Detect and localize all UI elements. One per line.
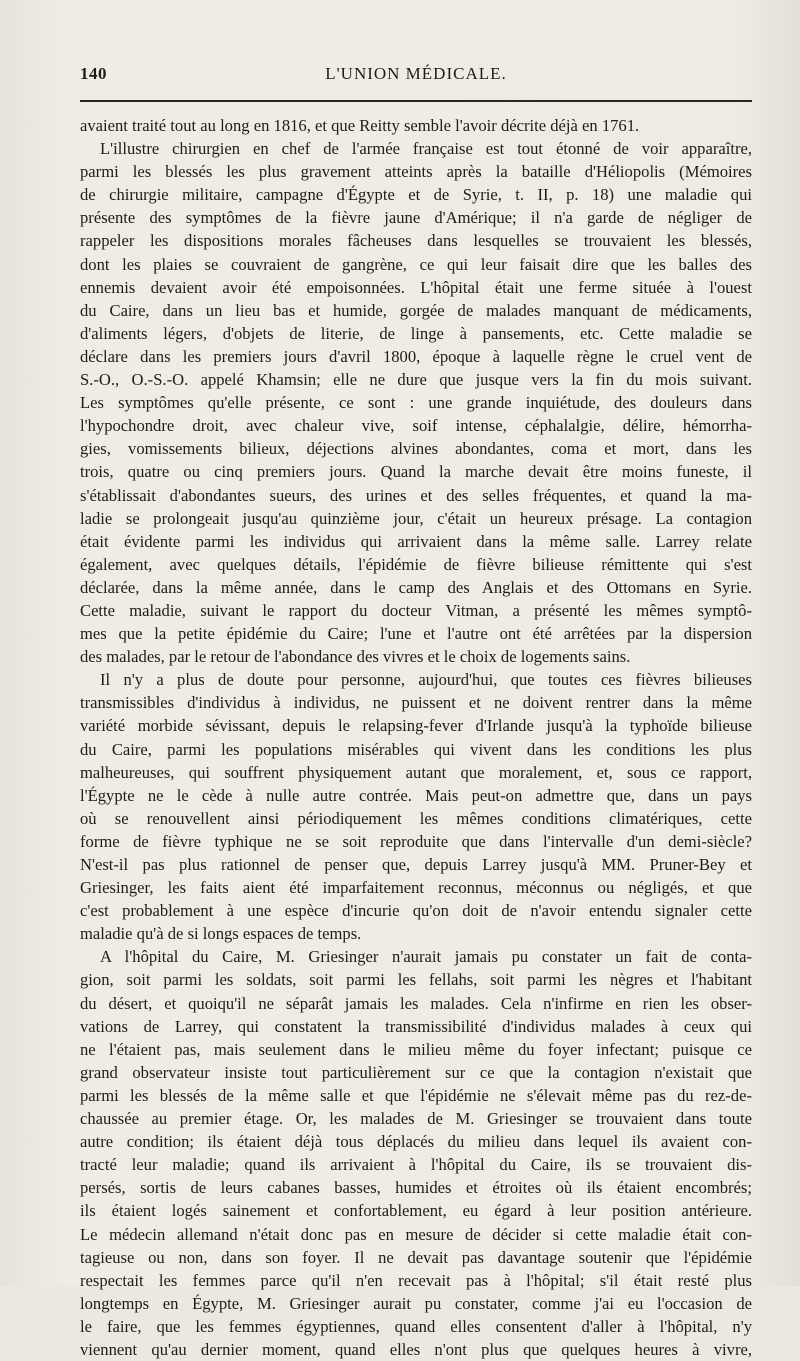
text-line: transmissibles d'individus à individus, ne puissent et ne doivent rentrer dans la même [80, 693, 752, 713]
text-line: déclare dans les premiers jours d'avril 1800, époque à laquelle règne le cruel vent de [80, 346, 752, 366]
text-line: parmi les blessés de la même salle et que l'épidémie ne s'élevait même pas du rez-de- [80, 1085, 752, 1105]
text-line: chaussée au premier étage. Or, les malades de M. Griesinger se trouvaient dans toute [80, 1109, 752, 1129]
text-line: de chirurgie militaire, campagne d'Égypte et de Syrie, t. II, p. 18) une maladie qui [80, 185, 752, 205]
text-line: trois, quatre ou cinq premiers jours. Quand la marche devait être moins funeste, il [80, 462, 752, 482]
text-line: l'Égypte ne le cède à nulle autre contrée. Mais peut-on admettre que, dans un pays [80, 785, 752, 805]
paragraph [80, 945, 752, 1361]
text-line: s'établissait d'abondantes sueurs, des urines et des selles fréquentes, et quand la ma- [80, 485, 752, 505]
text-line: des malades, par le retour de l'abondance des vivres et le choix de logements sains. [80, 647, 631, 667]
text-line: ne l'étaient pas, mais seulement dans le milieu même du foyer infectant; puisque ce [80, 1039, 752, 1059]
text-line: du Caire, parmi les populations misérables qui vivent dans les conditions les plus [80, 739, 752, 759]
text-line: tagieuse ou non, dans son foyer. Il ne devait pas davantage soutenir que l'épidémie [80, 1247, 752, 1267]
text-line: c'est probablement à une espèce d'incurie qu'on doit de n'avoir entendu signaler cette [80, 901, 752, 921]
body-text [80, 114, 752, 1361]
paragraph [80, 114, 752, 137]
text-line: forme de fièvre typhique ne se soit reproduite que dans l'intervalle d'un demi-siècle? [80, 831, 752, 851]
text-line: ils étaient logés sainement et confortablement, eu égard à leur position antérieure. [80, 1201, 752, 1221]
text-line: déclarée, dans la même année, dans le camp des Anglais et des Ottomans en Syrie. [80, 577, 752, 597]
text-line: persés, sortis de leurs cabanes basses, humides et étroites où ils étaient encombrés; [80, 1178, 752, 1198]
text-line: gion, soit parmi les soldats, soit parmi les fellahs, soit parmi les nègres et l'habitant [80, 970, 752, 990]
text-line: Les symptômes qu'elle présente, ce sont : une grande inquiétude, des douleurs dans [80, 393, 752, 413]
text-line: ladie se prolongeait jusqu'au quinzième jour, c'était un heureux présage. La contagion [80, 508, 752, 528]
text-line: du Caire, dans un lieu bas et humide, gorgée de malades manquant de médicaments, [80, 300, 752, 320]
text-line: où se renouvellent ainsi périodiquement les mêmes conditions climatériques, cette [80, 808, 752, 828]
text-line: d'aliments légers, d'objets de literie, de linge à pansements, etc. Cette maladie se [80, 323, 752, 343]
text-line: vations de Larrey, qui constatent la transmissibilité d'individus malades à ceux qui [80, 1016, 752, 1036]
text-line: dont les plaies se couvraient de gangrène, ce qui leur faisait dire que les balles des [80, 254, 752, 274]
text-line: ennemis devaient avoir été empoisonnées. L'hôpital était une ferme située à l'ouest [80, 277, 752, 297]
text-line: gies, vomissements bilieux, déjections alvines abondantes, coma et mort, dans les [80, 439, 752, 459]
text-line: Griesinger, les faits aient été imparfaitement reconnus, méconnus ou négligés, et que [80, 878, 752, 898]
text-line: S.-O., O.-S.-O. appelé Khamsin; elle ne dure que jusque vers la fin du mois suivant. [80, 370, 752, 390]
text-line: l'hypochondre droit, avec chaleur vive, soif intense, céphalalgie, délire, hémorrha- [80, 416, 752, 436]
text-line: tracté leur maladie; quand ils arrivaient à l'hôpital du Caire, ils se trouvaient dis- [80, 1155, 752, 1175]
text-line: respectait les femmes parce qu'il n'en recevait pas à l'hôpital; s'il était resté plus [80, 1270, 752, 1290]
text-line: mes que la petite épidémie du Caire; l'une et l'autre ont été arrêtées par la dispersion [80, 624, 752, 644]
text-line: A l'hôpital du Caire, M. Griesinger n'aurait jamais pu constater un fait de conta- [100, 947, 752, 967]
text-line: avaient traité tout au long en 1816, et que Reitty semble l'avoir décrite déjà en 1761. [80, 116, 640, 135]
text-line: variété morbide sévissant, depuis le relapsing-fever d'Irlande jusqu'à la typhoïde bilieuse [80, 716, 752, 736]
text-line: le faire, que les femmes égyptiennes, quand elles consentent d'aller à l'hôpital, n'y [80, 1316, 752, 1336]
text-line: viennent qu'au dernier moment, quand elles n'ont plus que quelques heures à vivre, [80, 1339, 752, 1359]
text-line: maladie qu'à de si longs espaces de temps. [80, 924, 362, 944]
running-title: L'UNION MÉDICALE. [325, 64, 507, 83]
text-line: rappeler les dispositions morales fâcheuses dans lesquelles se trouvaient les blessés, [80, 231, 752, 251]
text-line: Cette maladie, suivant le rapport du docteur Vitman, a présenté les mêmes symptô- [80, 600, 752, 620]
text-line: L'illustre chirurgien en chef de l'armée française est tout étonné de voir apparaître, [100, 139, 752, 159]
text-line: malheureuses, qui souffrent physiquement autant que moralement, et, sous ce rapport, [80, 762, 752, 782]
text-line: était évidente parmi les individus qui arrivaient dans la même salle. Larrey relate [80, 531, 752, 551]
text-line: N'est-il pas plus rationnel de penser que, depuis Larrey jusqu'à MM. Pruner-Bey et [80, 855, 752, 874]
text-line: grand observateur insiste tout particulièrement sur ce que la contagion n'existait que [80, 1062, 752, 1082]
paragraph [80, 668, 752, 945]
header-rule [80, 100, 752, 102]
page-number: 140 [80, 64, 107, 83]
text-line: du désert, et quoiqu'il ne séparât jamais les malades. Cela n'infirme en rien les obser- [80, 993, 752, 1013]
text-line: Il n'y a plus de doute pour personne, aujourd'hui, que toutes ces fièvres bilieuses [100, 670, 752, 690]
text-line: présente des symptômes de la fièvre jaune d'Amérique; il n'a garde de négliger de [80, 208, 752, 228]
page-header [80, 64, 752, 88]
text-line: également, avec quelques détails, l'épidémie de fièvre bilieuse rémittente qui s'est [80, 554, 752, 574]
text-line: autre condition; ils étaient déjà tous déplacés du milieu dans lequel ils avaient con- [80, 1132, 752, 1152]
text-line: parmi les blessés les plus gravement atteints après la bataille d'Héliopolis (Mémoires [80, 162, 752, 182]
text-line: longtemps en Égypte, M. Griesinger aurait pu constater, comme j'ai eu l'occasion de [80, 1293, 752, 1313]
paragraph [80, 137, 752, 668]
text-line: Le médecin allemand n'était donc pas en mesure de décider si cette maladie était con- [80, 1224, 752, 1244]
